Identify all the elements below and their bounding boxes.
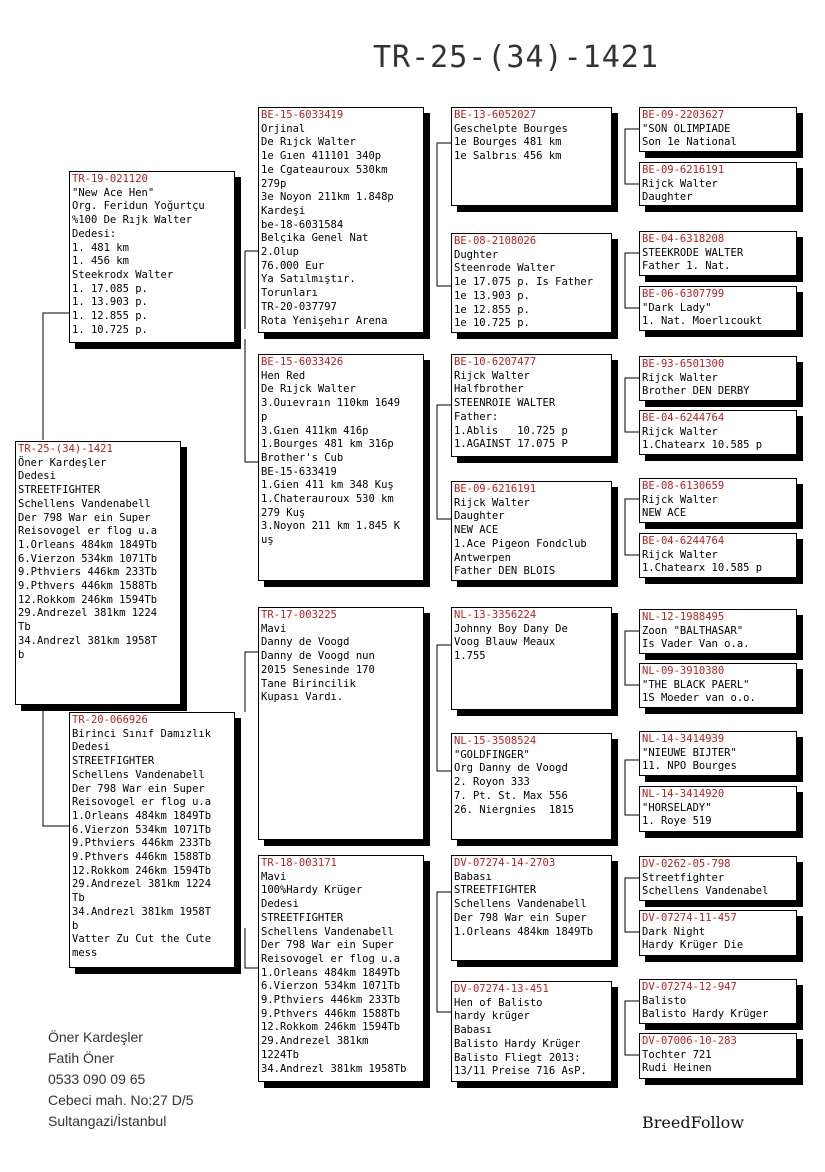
pedigree-info-line: 1.AGAINST 17.075 P	[454, 438, 568, 451]
pedigree-title: TR-25-(34)-1421	[373, 40, 659, 75]
ring-number: BE-93-6501300	[642, 358, 725, 370]
pedigree-info-line: Schellens Vandenabel	[642, 885, 769, 898]
pedigree-info-line: 3.Ouıevraın 110km 1649	[261, 397, 401, 410]
pedigree-info-line: Johnny Boy Dany De	[454, 622, 568, 635]
pedigree-card-sire	[69, 171, 235, 343]
pedigree-card-ssds	[639, 231, 797, 276]
pedigree-info-line: De Rıjck Walter	[261, 383, 356, 396]
pedigree-info-line: Dedesi	[72, 741, 110, 754]
ring-number: BE-06-6307799	[642, 288, 725, 300]
pedigree-card-sssd	[639, 162, 797, 206]
pedigree-info-line: %100 De Rıjk Walter	[72, 214, 193, 227]
pedigree-info-line: BE-15-633419	[261, 465, 337, 478]
pedigree-card-dsd	[451, 733, 612, 840]
pedigree-card-sire-sire	[258, 107, 424, 333]
pedigree-info-line: TR-20-037797	[261, 300, 337, 313]
pedigree-info-line: 26. Niergnies 1815	[454, 803, 575, 816]
pedigree-info-line: 279 Kuş	[261, 506, 306, 519]
pedigree-info-line: 1.Chatearx 10.585 p	[642, 562, 763, 575]
pedigree-info-line: Tane Birincilik	[261, 677, 356, 690]
pedigree-card-dds	[451, 855, 612, 961]
ring-number: DV-07006-10-283	[642, 1035, 737, 1047]
pedigree-info-line: Balisto Hardy Krüger	[642, 1008, 769, 1021]
ring-number: DV-07274-14-2703	[454, 857, 556, 869]
pedigree-card-ddd	[451, 981, 612, 1082]
pedigree-info-line: Vatter Zu Cut the Cute	[72, 933, 212, 946]
pedigree-info-line: "Dark Lady"	[642, 301, 712, 314]
pedigree-info-line: 1e Salbrıs 456 km	[454, 150, 562, 163]
pedigree-info-line: 1. 456 km	[72, 255, 129, 268]
pedigree-info-line: 1.Orleans 484km 1849Tb	[18, 538, 158, 551]
pedigree-info-line: 1.Ablis 10.725 p	[454, 424, 568, 437]
pedigree-card-dsds	[639, 731, 797, 776]
pedigree-info-line: 34.Andrezl 381km 1958T	[72, 905, 212, 918]
pedigree-info-line: Dedesi	[261, 898, 299, 911]
ring-number: BE-09-2203627	[642, 109, 725, 121]
ring-number: BE-04-6244764	[642, 412, 725, 424]
pedigree-info-line: 1.Orleans 484km 1849Tb	[261, 966, 401, 979]
ring-number: NL-13-3356224	[454, 609, 537, 621]
pedigree-info-line: Babası	[454, 1024, 492, 1037]
pedigree-info-line: 1. 12.855 p.	[72, 310, 148, 323]
pedigree-info-line: Son 1e National	[642, 136, 737, 149]
pedigree-info-line: Halfbrother	[454, 383, 524, 396]
ring-number: NL-15-3508524	[454, 735, 537, 747]
pedigree-info-line: Rijck Walter	[454, 369, 530, 382]
pedigree-info-line: Tochter 721	[642, 1048, 712, 1061]
pedigree-info-line: Streetfighter	[642, 871, 725, 884]
pedigree-card-dam-sire	[258, 607, 424, 840]
owner-line: Sultangazi/İstanbul	[48, 1113, 167, 1129]
pedigree-info-line: Brother's Cub	[261, 451, 344, 464]
pedigree-card-sss	[451, 107, 612, 206]
pedigree-info-line: 1.Bourges 481 km 316p	[261, 438, 394, 451]
pedigree-info-line: 29.Andrezel 381km 1224	[72, 878, 212, 891]
pedigree-info-line: 1e 12.855 p.	[454, 303, 530, 316]
pedigree-info-line: 76.000 Eur	[261, 259, 325, 272]
pedigree-info-line: 29.Andrezel 381km 1224	[18, 607, 158, 620]
owner-line: Fatih Öner	[48, 1050, 115, 1066]
ring-number: BE-09-6216191	[454, 483, 537, 495]
ring-number: BE-04-6244764	[642, 535, 725, 547]
pedigree-info-line: 7. Pt. St. Max 556	[454, 789, 568, 802]
pedigree-info-line: 9.Pthvers 446km 1588Tb	[261, 1007, 401, 1020]
pedigree-info-line: Daughter	[454, 510, 505, 523]
brand-name: BreedFollow	[642, 1113, 745, 1132]
pedigree-info-line: Rijck Walter	[454, 496, 530, 509]
pedigree-info-line: 1. Roye 519	[642, 815, 712, 828]
pedigree-info-line: 3.Noyon 211 km 1.845 K	[261, 520, 401, 533]
pedigree-info-line: 12.Rokkom 246km 1594Tb	[72, 864, 212, 877]
owner-line: 0533 090 09 65	[48, 1071, 146, 1087]
pedigree-card-sds	[451, 354, 612, 457]
ring-number: BE-08-6130659	[642, 480, 725, 492]
pedigree-info-line: 9.Pthviers 446km 233Tb	[261, 994, 401, 1007]
pedigree-info-line: Father DEN BLOIS	[454, 565, 556, 578]
pedigree-info-line: 1.Orleans 484km 1849Tb	[72, 809, 212, 822]
pedigree-info-line: Rijck Walter	[642, 177, 718, 190]
pedigree-info-line: 1e 17.075 p. Is Father	[454, 276, 594, 289]
ring-number: TR-18-003171	[261, 857, 337, 869]
pedigree-info-line: NEW ACE	[454, 524, 499, 537]
pedigree-info-line: 13/11 Preise 716 AsP.	[454, 1065, 587, 1078]
pedigree-info-line: Kupası Vardı.	[261, 691, 344, 704]
ring-number: BE-10-6207477	[454, 356, 537, 368]
pedigree-info-line: Ya Satılmıştır.	[261, 273, 356, 286]
pedigree-info-line: Schellens Vandenabell	[261, 925, 394, 938]
pedigree-card-dsdd	[639, 786, 797, 832]
pedigree-info-line: STREETFIGHTER	[72, 755, 155, 768]
pedigree-info-line: 6.Vierzon 534km 1071Tb	[72, 823, 212, 836]
pedigree-info-line: Tb	[18, 621, 31, 634]
pedigree-info-line: Zoon "BALTHASAR"	[642, 624, 744, 637]
pedigree-info-line: Org. Feridun Yoğurtçu	[72, 200, 205, 213]
pedigree-card-sdd	[451, 481, 612, 581]
pedigree-card-ddds	[639, 979, 797, 1024]
ring-number: BE-13-6052027	[454, 109, 537, 121]
pedigree-info-line: Father:	[454, 410, 499, 423]
pedigree-info-line: Orjinal	[261, 122, 306, 135]
pedigree-info-line: Balisto Fliegt 2013:	[454, 1051, 581, 1064]
pedigree-card-sire-dam	[258, 354, 424, 581]
pedigree-info-line: 9.Pthvers 446km 1588Tb	[18, 580, 158, 593]
ring-number: DV-07274-13-451	[454, 983, 549, 995]
pedigree-info-line: 12.Rokkom 246km 1594Tb	[18, 593, 158, 606]
pedigree-info-line: "NIEUWE BIJTER"	[642, 746, 737, 759]
pedigree-info-line: Rijck Walter	[642, 548, 718, 561]
pedigree-info-line: "HORSELADY"	[642, 801, 712, 814]
pedigree-info-line: 1. Nat. Moerlıcoukt	[642, 315, 763, 328]
owner-contact-block	[48, 1027, 194, 1132]
pedigree-info-line: mess	[72, 946, 98, 959]
ring-number: NL-12-1988495	[642, 611, 725, 623]
pedigree-info-line: Schellens Vandenabell	[72, 768, 205, 781]
pedigree-info-line: Rijck Walter	[642, 425, 718, 438]
ring-number: NL-14-3414939	[642, 733, 725, 745]
pedigree-info-line: Schellens Vandenabell	[18, 497, 151, 510]
pedigree-info-line: De Rıjck Walter	[261, 136, 356, 149]
ring-number: DV-0262-05-798	[642, 858, 731, 870]
pedigree-info-line: Tb	[72, 892, 85, 905]
pedigree-info-line: 1.Chatearx 10.585 p	[642, 439, 763, 452]
pedigree-info-line: 2.Olup	[261, 246, 299, 259]
pedigree-info-line: 29.Andrezel 381km	[261, 1035, 369, 1048]
pedigree-info-line: STEEKRODE WALTER	[642, 246, 744, 259]
pedigree-info-line: Mavi	[261, 622, 287, 635]
pedigree-info-line: "New Ace Hen"	[72, 186, 155, 199]
pedigree-info-line: 3.Gıen 411km 416p	[261, 424, 369, 437]
pedigree-info-line: 1e 10.725 p.	[454, 317, 530, 330]
pedigree-info-line: Rijck Walter	[642, 371, 718, 384]
pedigree-card-sdds	[639, 478, 797, 523]
pedigree-info-line: 279p	[261, 177, 287, 190]
pedigree-card-dssd	[639, 663, 797, 708]
pedigree-info-line: Rudi Heinen	[642, 1062, 712, 1075]
pedigree-info-line: Balisto Hardy Krüger	[454, 1037, 581, 1050]
pedigree-card-ddsd	[639, 910, 797, 956]
pedigree-info-line: 1e Gıen 411101 340p	[261, 150, 382, 163]
pedigree-info-line: Daughter	[642, 191, 693, 204]
pedigree-info-line: Der 798 War ein Super	[72, 782, 205, 795]
pedigree-info-line: STREETFIGHTER	[18, 484, 101, 497]
pedigree-info-line: Dedesi	[18, 470, 56, 483]
pedigree-info-line: Reisovogel er flog u.a	[18, 525, 158, 538]
pedigree-info-line: 1S Moeder van o.o.	[642, 692, 756, 705]
pedigree-info-line: 1e 13.903 p.	[454, 289, 530, 302]
pedigree-info-line: STREETFIGHTER	[261, 911, 344, 924]
pedigree-info-line: b	[18, 648, 25, 661]
pedigree-info-line: 100%Hardy Krüger	[261, 884, 363, 897]
pedigree-card-ssd	[451, 233, 612, 333]
pedigree-info-line: Schellens Vandenabell	[454, 898, 587, 911]
pedigree-info-line: "GOLDFINGER"	[454, 748, 530, 761]
pedigree-info-line: 12.Rokkom 246km 1594Tb	[261, 1021, 401, 1034]
pedigree-info-line: b	[72, 919, 79, 932]
pedigree-info-line: Father 1. Nat.	[642, 260, 731, 273]
pedigree-card-ssss	[639, 107, 797, 152]
pedigree-info-line: Birinci Sınıf Damızlık	[72, 727, 212, 740]
pedigree-info-line: Dark Night	[642, 925, 706, 938]
pedigree-info-line: Geschelpte Bourges	[454, 122, 568, 135]
pedigree-info-line: Antwerpen	[454, 551, 511, 564]
pedigree-info-line: 34.Andrezl 381km 1958T	[18, 634, 158, 647]
ring-number: DV-07274-12-947	[642, 981, 737, 993]
pedigree-info-line: 6.Vierzon 534km 1071Tb	[261, 980, 401, 993]
pedigree-info-line: Babası	[454, 870, 492, 883]
pedigree-info-line: Voog Blauw Meaux	[454, 636, 556, 649]
ring-number: BE-09-6216191	[642, 164, 725, 176]
ring-number: DV-07274-11-457	[642, 912, 737, 924]
ring-number: NL-09-3910380	[642, 665, 725, 677]
pedigree-card-sddd	[639, 533, 797, 578]
pedigree-info-line: 34.Andrezl 381km 1958Tb	[261, 1062, 407, 1075]
pedigree-info-line: 1.Ace Pigeon Fondclub	[454, 537, 587, 550]
pedigree-card-dam-dam	[258, 855, 424, 1082]
ring-number: TR-19-021120	[72, 173, 148, 185]
pedigree-info-line: Der 798 War ein Super	[18, 511, 151, 524]
pedigree-info-line: 1. 10.725 p.	[72, 323, 148, 336]
pedigree-info-line: Dedesi:	[72, 227, 117, 240]
pedigree-info-line: Kardeşi	[261, 204, 306, 217]
pedigree-info-line: 1.Gien 411 km 348 Kuş	[261, 479, 394, 492]
pedigree-info-line: Is Vader Van o.a.	[642, 638, 750, 651]
owner-line: Cebeci mah. No:27 D/5	[48, 1092, 194, 1108]
pedigree-info-line: Steekrodx Walter	[72, 268, 174, 281]
pedigree-info-line: Danny de Voogd nun	[261, 650, 375, 663]
pedigree-info-line: 1.755	[454, 650, 486, 663]
pedigree-info-line: 9.Pthvers 446km 1588Tb	[72, 851, 212, 864]
pedigree-info-line: Belçika Genel Nat	[261, 232, 369, 245]
pedigree-info-line: Torunları	[261, 287, 318, 300]
pedigree-info-line: 1.Orleans 484km 1849Tb	[454, 925, 594, 938]
owner-line: Öner Kardeşler	[48, 1029, 143, 1045]
pedigree-info-line: Reisovogel er flog u.a	[261, 952, 401, 965]
pedigree-info-line: 1.Chaterauroux 530 km	[261, 493, 394, 506]
pedigree-card-ddss	[639, 856, 797, 901]
pedigree-info-line: Hen of Balisto	[454, 996, 543, 1009]
pedigree-info-line: Mavi	[261, 870, 287, 883]
pedigree-info-line: Steenrode Walter	[454, 262, 556, 275]
pedigree-info-line: 3e Noyon 211km 1.848p	[261, 191, 394, 204]
pedigree-info-line: Der 798 War ein Super	[454, 911, 587, 924]
ring-number: TR-17-003225	[261, 609, 337, 621]
pedigree-info-line: 1. 13.903 p.	[72, 296, 148, 309]
pedigree-info-line: STEENROIE WALTER	[454, 397, 556, 410]
pedigree-card-subject	[15, 441, 181, 705]
ring-number: BE-15-6033419	[261, 109, 344, 121]
pedigree-info-line: 1. 481 km	[72, 241, 129, 254]
pedigree-card-dss	[451, 607, 612, 710]
pedigree-info-line: hardy krüger	[454, 1010, 530, 1023]
pedigree-info-line: uş	[261, 534, 274, 547]
pedigree-info-line: 9.Pthviers 446km 233Tb	[72, 837, 212, 850]
pedigree-info-line: 1. 17.085 p.	[72, 282, 148, 295]
pedigree-card-dam	[69, 712, 235, 968]
pedigree-info-line: 1e Bourges 481 km	[454, 136, 562, 149]
pedigree-info-line: Dughter	[454, 248, 499, 261]
pedigree-info-line: Rota Yenişehır Arena	[261, 314, 388, 327]
pedigree-info-line: Org Danny de Voogd	[454, 762, 568, 775]
pedigree-info-line: Hardy Krüger Die	[642, 939, 744, 952]
pedigree-info-line: NEW ACE	[642, 507, 687, 520]
pedigree-info-line: 6.Vierzon 534km 1071Tb	[18, 552, 158, 565]
pedigree-info-line: Brother DEN DERBY	[642, 385, 750, 398]
pedigree-info-line: Danny de Voogd	[261, 636, 350, 649]
pedigree-card-ssdd	[639, 286, 797, 331]
pedigree-card-sdsd	[639, 410, 797, 455]
pedigree-info-line: 2. Royon 333	[454, 776, 530, 789]
pedigree-info-line: Hen Red	[261, 369, 306, 382]
pedigree-info-line: "THE BLACK PAERL"	[642, 678, 750, 691]
pedigree-info-line: STREETFIGHTER	[454, 884, 537, 897]
ring-number: NL-14-3414920	[642, 788, 725, 800]
ring-number: TR-20-066926	[72, 714, 148, 726]
ring-number: BE-15-6033426	[261, 356, 344, 368]
pedigree-info-line: Öner Kardeşler	[18, 456, 107, 469]
ring-number: BE-08-2108026	[454, 235, 537, 247]
pedigree-card-dddd	[639, 1033, 797, 1079]
ring-number: BE-04-6318208	[642, 233, 725, 245]
pedigree-info-line: p	[261, 410, 268, 423]
ring-number: TR-25-(34)-1421	[18, 443, 113, 455]
pedigree-info-line: "SON OLIMPIADE	[642, 122, 731, 135]
pedigree-info-line: 2015 Senesinde 170	[261, 663, 375, 676]
pedigree-info-line: 1224Tb	[261, 1048, 299, 1061]
pedigree-info-line: Balisto	[642, 994, 687, 1007]
pedigree-card-sdss	[639, 356, 797, 401]
pedigree-card-dsss	[639, 609, 797, 654]
pedigree-info-line: Reisovogel er flog u.a	[72, 796, 212, 809]
pedigree-info-line: be-18-6031584	[261, 218, 344, 231]
pedigree-info-line: 1e Cgateauroux 530km	[261, 163, 388, 176]
pedigree-info-line: Der 798 War ein Super	[261, 939, 394, 952]
pedigree-info-line: 11. NPO Bourges	[642, 760, 737, 773]
pedigree-info-line: 9.Pthviers 446km 233Tb	[18, 566, 158, 579]
pedigree-info-line: Rijck Walter	[642, 493, 718, 506]
